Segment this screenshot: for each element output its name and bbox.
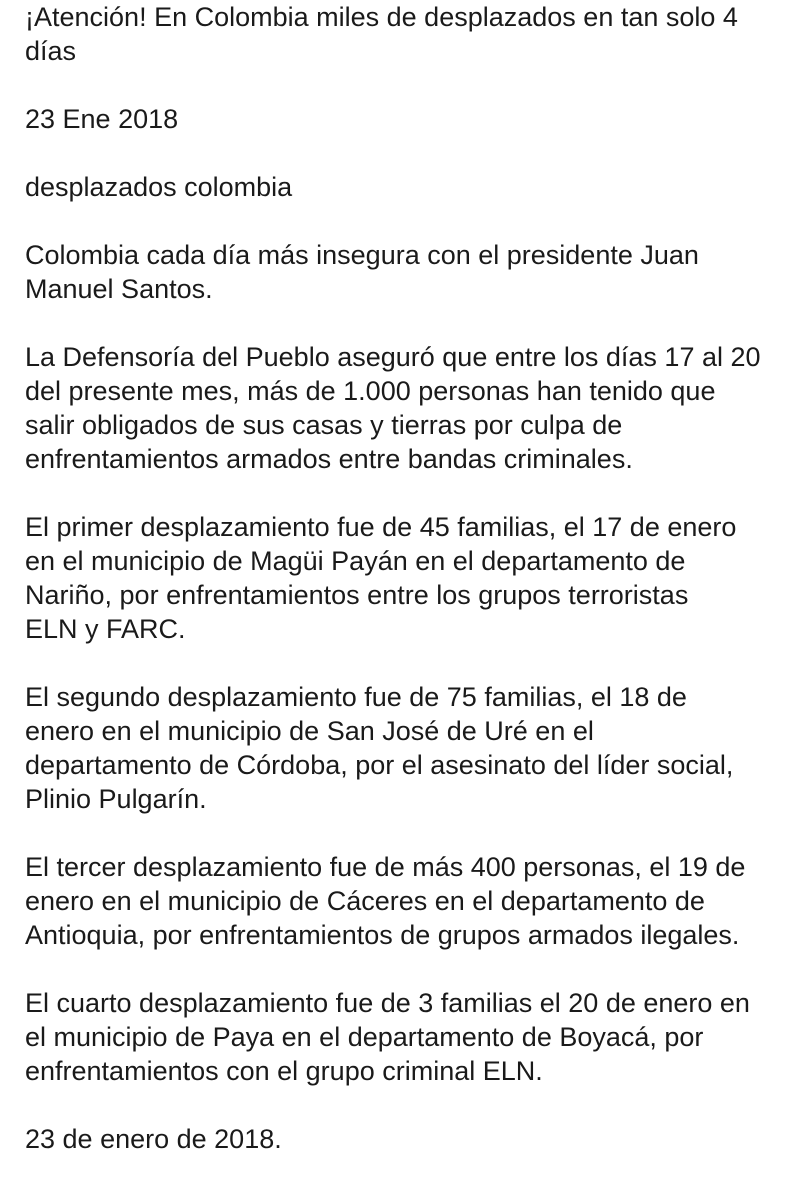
paragraph-second-displacement: El segundo desplazamiento fue de 75 familias, el 18 de enero en el municipio de San José de Uré en el departamento de Córdoba, por el asesinato del líder social, Plinio Pulgarín.: [25, 682, 734, 814]
footer-date: 23 de enero de 2018.: [25, 1124, 282, 1154]
paragraph-fourth-displacement: El cuarto desplazamiento fue de 3 familias el 20 de enero en el municipio de Paya en el departamento de Boyacá, por enfrentamientos con el grupo criminal ELN.: [25, 988, 750, 1086]
paragraph-defensoria: La Defensoría del Pueblo aseguró que entre los días 17 al 20 del presente mes, más de 1.000 personas han tenido que salir obligados de sus casas y tierras por culpa de enfrentamientos armados entre bandas criminales.: [25, 342, 761, 474]
article-tag: desplazados colombia: [25, 172, 293, 202]
paragraph-intro: Colombia cada día más insegura con el presidente Juan Manuel Santos.: [25, 240, 699, 304]
article-title: ¡Atención! En Colombia miles de desplazados en tan solo 4 días: [25, 2, 738, 66]
article-date: 23 Ene 2018: [25, 104, 179, 134]
paragraph-third-displacement: El tercer desplazamiento fue de más 400 personas, el 19 de enero en el municipio de Cáceres en el departamento de Antioquia, por enfrentamientos de grupos armados ilegales.: [25, 852, 746, 950]
document-body: [25, 0, 785, 1156]
paragraph-first-displacement: El primer desplazamiento fue de 45 familias, el 17 de enero en el municipio de Magüi Payán en el departamento de Nariño, por enfrentamientos entre los grupos terroristas ELN y FARC.: [25, 512, 737, 644]
